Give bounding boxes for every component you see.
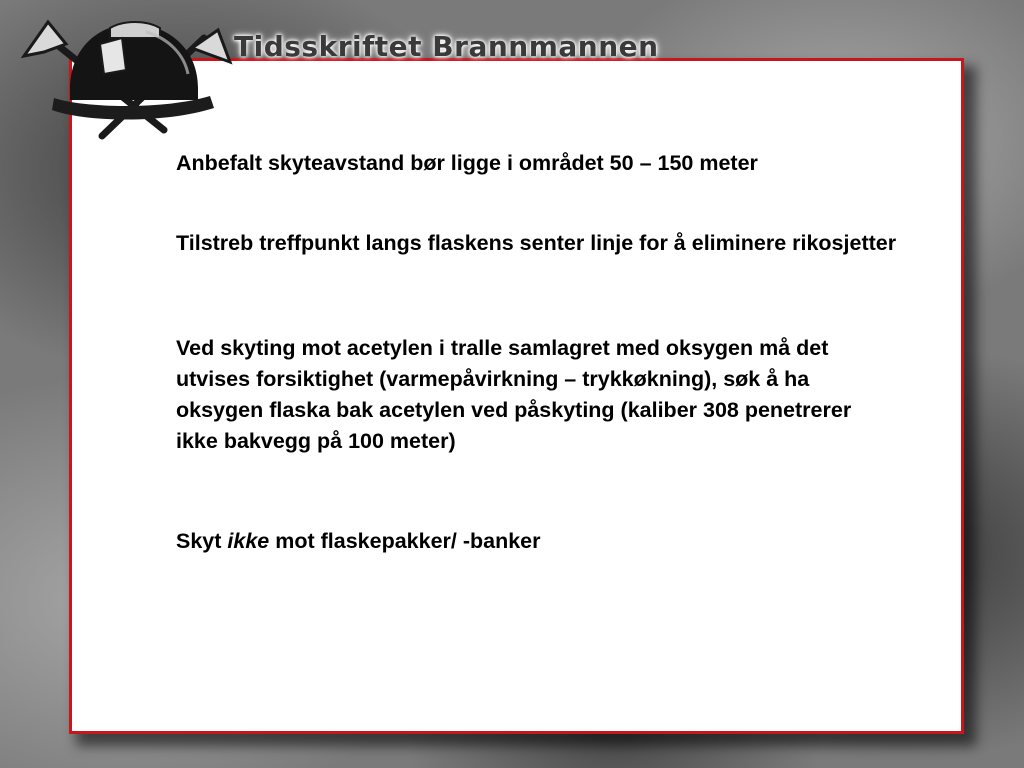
- paragraph-cylinder-packs-before: Skyt: [176, 529, 228, 553]
- paragraph-cylinder-packs-after: mot flaskepakker/ -banker: [269, 529, 541, 553]
- paragraph-impact-point: Tilstreb treffpunkt langs flaskens senter linje for å eliminere rikosjetter: [176, 231, 897, 255]
- masthead-title: Tidsskriftet Brannmannen: [234, 30, 659, 63]
- paragraph-acetylene-caution: Ved skyting mot acetylen i tralle samlagret med oksygen må det utvises forsiktighet (varmepåvirkning – trykkøkning), søk å ha oksygen flaska bak acetylen ved påskyting (kaliber 308 penetrerer ikke bakvegg på 100 meter): [176, 336, 852, 453]
- paragraph-cylinder-packs: [176, 526, 876, 557]
- paragraph-shooting-distance: Anbefalt skyteavstand bør ligge i området 50 – 150 meter: [176, 151, 758, 175]
- paragraph-cylinder-packs-emphasis: ikke: [227, 529, 270, 553]
- firefighter-helmet-crossed-axes-icon: [14, 8, 236, 148]
